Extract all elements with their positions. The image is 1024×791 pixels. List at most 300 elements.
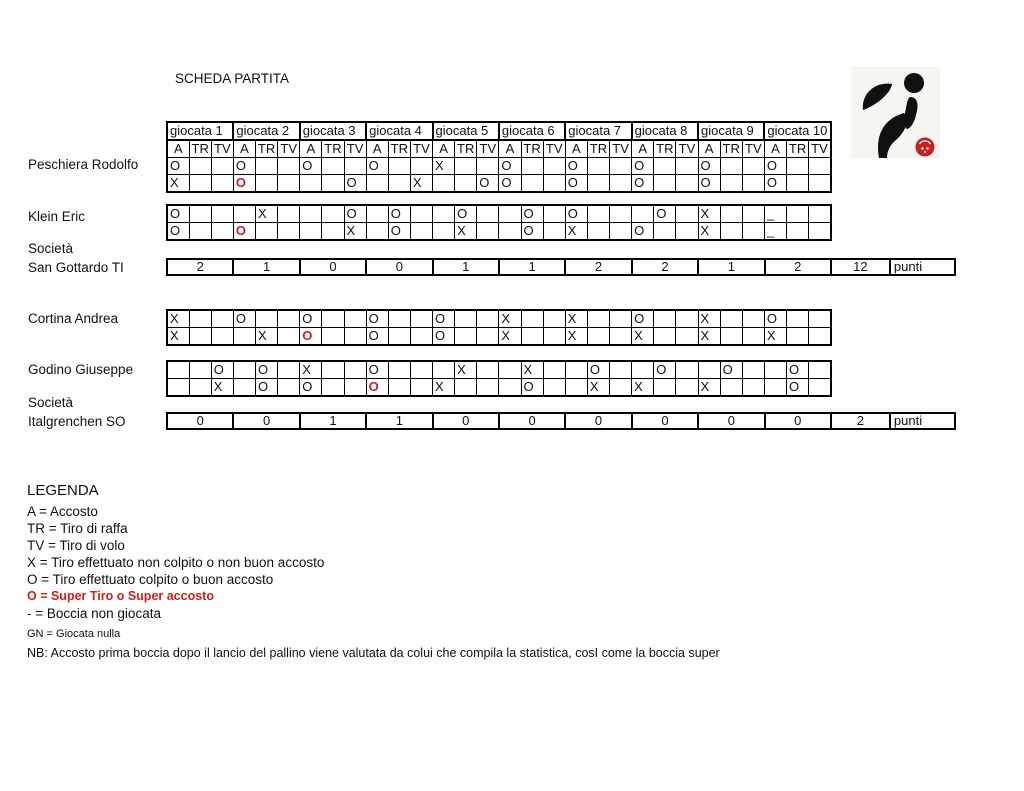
- giocata-header: giocata 2: [233, 122, 299, 140]
- shot-cell[interactable]: [610, 361, 632, 379]
- shot-cell[interactable]: [388, 361, 410, 379]
- giocata-header: giocata 3: [300, 122, 366, 140]
- shot-cell[interactable]: X: [499, 310, 521, 328]
- giocata-header: giocata 1: [167, 122, 233, 140]
- shot-cell[interactable]: O: [632, 175, 654, 193]
- shot-cell[interactable]: [211, 158, 233, 175]
- shot-cell[interactable]: [787, 205, 809, 223]
- shot-cell[interactable]: [654, 223, 676, 241]
- shot-cell[interactable]: O: [455, 205, 477, 223]
- shot-cell[interactable]: [256, 158, 278, 175]
- shot-cell[interactable]: [322, 158, 344, 175]
- shot-cell[interactable]: X: [167, 175, 189, 193]
- shot-cell[interactable]: [742, 223, 764, 241]
- shot-cell[interactable]: [410, 328, 432, 346]
- shot-cell[interactable]: [256, 175, 278, 193]
- shot-cell[interactable]: [278, 361, 300, 379]
- score-grid-player1: [166, 121, 832, 193]
- shot-cell[interactable]: [587, 205, 609, 223]
- shot-cell[interactable]: [322, 361, 344, 379]
- shot-cell[interactable]: [587, 175, 609, 193]
- shot-cell[interactable]: X: [698, 223, 720, 241]
- shot-cell[interactable]: [676, 328, 698, 346]
- points-cell[interactable]: 2: [167, 259, 233, 275]
- shot-cell[interactable]: [676, 175, 698, 193]
- shot-cell[interactable]: [809, 328, 831, 346]
- shot-cell[interactable]: [742, 361, 764, 379]
- shot-cell[interactable]: [499, 379, 521, 397]
- points-cell[interactable]: 2: [765, 259, 831, 275]
- shot-cell[interactable]: X: [587, 379, 609, 397]
- points-cell[interactable]: 0: [300, 259, 366, 275]
- legend-line-dash: - = Boccia non giocata: [27, 606, 161, 621]
- shot-cell[interactable]: O: [167, 158, 189, 175]
- shot-cell[interactable]: [720, 310, 742, 328]
- shot-cell[interactable]: X: [698, 328, 720, 346]
- shot-cell[interactable]: O: [300, 310, 322, 328]
- points-cell[interactable]: 1: [433, 259, 499, 275]
- shot-type-header: TV: [610, 140, 632, 158]
- shot-cell[interactable]: X: [565, 328, 587, 346]
- shot-cell[interactable]: [322, 328, 344, 346]
- shot-cell[interactable]: O: [521, 205, 543, 223]
- shot-cell[interactable]: [742, 379, 764, 397]
- shot-cell[interactable]: [278, 328, 300, 346]
- shot-cell[interactable]: [189, 361, 211, 379]
- shot-cell[interactable]: [654, 328, 676, 346]
- shot-cell[interactable]: X: [433, 379, 455, 397]
- shot-cell[interactable]: [787, 328, 809, 346]
- shot-cell[interactable]: O: [587, 361, 609, 379]
- shot-cell[interactable]: O: [256, 361, 278, 379]
- shot-cell[interactable]: O: [344, 205, 366, 223]
- shot-cell[interactable]: [278, 158, 300, 175]
- shot-cell[interactable]: O: [211, 361, 233, 379]
- shot-cell[interactable]: [366, 223, 388, 241]
- shot-cell[interactable]: X: [300, 361, 322, 379]
- shot-cell[interactable]: [455, 379, 477, 397]
- points-cell[interactable]: 1: [233, 259, 299, 275]
- shot-cell[interactable]: [809, 361, 831, 379]
- shot-cell[interactable]: [521, 158, 543, 175]
- shot-cell[interactable]: X: [344, 223, 366, 241]
- shot-cell[interactable]: [455, 175, 477, 193]
- shot-cell[interactable]: [278, 205, 300, 223]
- legend-line-gn: GN = Giocata nulla: [27, 628, 121, 640]
- shot-cell[interactable]: [477, 310, 499, 328]
- shot-cell[interactable]: [720, 328, 742, 346]
- shot-type-header: TR: [256, 140, 278, 158]
- shot-type-header: A: [300, 140, 322, 158]
- shot-cell[interactable]: [300, 223, 322, 241]
- shot-cell[interactable]: [787, 310, 809, 328]
- shot-cell[interactable]: O: [300, 379, 322, 397]
- shot-cell[interactable]: [610, 328, 632, 346]
- shot-cell[interactable]: [256, 310, 278, 328]
- shot-cell[interactable]: X: [256, 328, 278, 346]
- shot-cell[interactable]: [521, 175, 543, 193]
- shot-cell[interactable]: [410, 158, 432, 175]
- shot-cell[interactable]: O: [167, 223, 189, 241]
- shot-cell[interactable]: O: [366, 361, 388, 379]
- giocata-header: giocata 7: [565, 122, 631, 140]
- shot-cell[interactable]: _: [764, 223, 786, 241]
- shot-cell[interactable]: [189, 158, 211, 175]
- shot-cell[interactable]: [632, 361, 654, 379]
- shot-cell[interactable]: [189, 328, 211, 346]
- shot-cell[interactable]: [742, 158, 764, 175]
- shot-cell[interactable]: [455, 328, 477, 346]
- shot-cell[interactable]: [211, 328, 233, 346]
- shot-cell[interactable]: X: [698, 205, 720, 223]
- shot-cell[interactable]: [300, 175, 322, 193]
- shot-cell[interactable]: [742, 328, 764, 346]
- punti-label: punti: [890, 259, 955, 275]
- shot-cell[interactable]: [521, 310, 543, 328]
- shot-cell[interactable]: [720, 223, 742, 241]
- shot-cell[interactable]: O: [521, 223, 543, 241]
- shot-cell[interactable]: O: [632, 223, 654, 241]
- shot-cell[interactable]: [809, 158, 831, 175]
- shot-cell[interactable]: X: [499, 328, 521, 346]
- shot-cell[interactable]: [233, 361, 255, 379]
- shot-type-header: A: [632, 140, 654, 158]
- shot-cell[interactable]: [167, 379, 189, 397]
- shot-cell[interactable]: [610, 158, 632, 175]
- shot-cell[interactable]: [278, 379, 300, 397]
- shot-cell[interactable]: O: [764, 175, 786, 193]
- shot-cell[interactable]: X: [256, 205, 278, 223]
- shot-cell[interactable]: [676, 223, 698, 241]
- shot-cell[interactable]: [211, 175, 233, 193]
- shot-type-header: TV: [344, 140, 366, 158]
- shot-cell[interactable]: X: [521, 361, 543, 379]
- points-cell[interactable]: 0: [632, 413, 698, 429]
- shot-cell[interactable]: [278, 175, 300, 193]
- shot-cell[interactable]: [543, 158, 565, 175]
- shot-cell[interactable]: X: [410, 175, 432, 193]
- shot-cell[interactable]: [433, 361, 455, 379]
- shot-cell[interactable]: [654, 175, 676, 193]
- shot-cell[interactable]: O: [300, 328, 322, 346]
- shot-cell[interactable]: X: [698, 379, 720, 397]
- shot-cell[interactable]: O: [233, 175, 255, 193]
- shot-cell[interactable]: [587, 158, 609, 175]
- shot-cell[interactable]: O: [499, 158, 521, 175]
- shot-cell[interactable]: [278, 310, 300, 328]
- shot-cell[interactable]: [455, 158, 477, 175]
- score-grid-player3: [166, 309, 832, 346]
- points-cell[interactable]: 0: [366, 259, 432, 275]
- shot-cell[interactable]: [366, 175, 388, 193]
- shot-cell[interactable]: O: [366, 158, 388, 175]
- shot-cell[interactable]: [189, 205, 211, 223]
- shot-cell[interactable]: [410, 310, 432, 328]
- shot-type-header: TR: [587, 140, 609, 158]
- shot-cell[interactable]: O: [366, 379, 388, 397]
- shot-cell[interactable]: X: [565, 223, 587, 241]
- shot-cell[interactable]: X: [698, 310, 720, 328]
- shot-cell[interactable]: [632, 205, 654, 223]
- points-cell[interactable]: 2: [565, 259, 631, 275]
- shot-cell[interactable]: [809, 175, 831, 193]
- shot-cell[interactable]: [720, 379, 742, 397]
- punti-label: punti: [890, 413, 955, 429]
- shot-cell[interactable]: [388, 328, 410, 346]
- shot-type-header: A: [698, 140, 720, 158]
- shot-cell[interactable]: O: [565, 158, 587, 175]
- legend-line-o: O = Tiro effettuato colpito o buon accosto: [27, 572, 274, 587]
- legend-line-x: X = Tiro effettuato non colpito o non buon accosto: [27, 555, 325, 570]
- shot-cell[interactable]: X: [632, 379, 654, 397]
- shot-cell[interactable]: O: [344, 175, 366, 193]
- shot-cell[interactable]: [654, 379, 676, 397]
- shot-cell[interactable]: [587, 328, 609, 346]
- shot-cell[interactable]: [278, 223, 300, 241]
- shot-cell[interactable]: [587, 223, 609, 241]
- shot-cell[interactable]: [809, 223, 831, 241]
- shot-cell[interactable]: [344, 310, 366, 328]
- shot-cell[interactable]: O: [388, 223, 410, 241]
- shot-cell[interactable]: [410, 205, 432, 223]
- shot-cell[interactable]: [410, 379, 432, 397]
- shot-cell[interactable]: X: [167, 310, 189, 328]
- legend-heading: LEGENDA: [27, 482, 99, 499]
- points-row-team1: [166, 258, 956, 276]
- shot-cell[interactable]: [676, 158, 698, 175]
- shot-cell[interactable]: [233, 379, 255, 397]
- shot-cell[interactable]: [388, 379, 410, 397]
- shot-cell[interactable]: [410, 361, 432, 379]
- shot-cell[interactable]: [499, 205, 521, 223]
- shot-cell[interactable]: [587, 310, 609, 328]
- shot-cell[interactable]: O: [256, 379, 278, 397]
- shot-cell[interactable]: [477, 158, 499, 175]
- giocata-header: giocata 10: [764, 122, 830, 140]
- shot-cell[interactable]: [787, 175, 809, 193]
- shot-cell[interactable]: X: [433, 158, 455, 175]
- shot-type-header: TR: [720, 140, 742, 158]
- shot-cell[interactable]: O: [787, 379, 809, 397]
- shot-cell[interactable]: [543, 328, 565, 346]
- shot-cell[interactable]: [565, 379, 587, 397]
- shot-cell[interactable]: [809, 205, 831, 223]
- shot-cell[interactable]: X: [632, 328, 654, 346]
- shot-cell[interactable]: O: [787, 361, 809, 379]
- shot-type-header: TV: [809, 140, 831, 158]
- shot-cell[interactable]: [256, 223, 278, 241]
- shot-cell[interactable]: O: [521, 379, 543, 397]
- score-grid-player4: [166, 360, 832, 397]
- shot-cell[interactable]: O: [233, 223, 255, 241]
- points-cell[interactable]: 0: [698, 413, 764, 429]
- shot-cell[interactable]: O: [698, 158, 720, 175]
- shot-cell[interactable]: [543, 223, 565, 241]
- player-name-2: Klein Eric: [28, 209, 86, 224]
- shot-cell[interactable]: [742, 175, 764, 193]
- player-name-1: Peschiera Rodolfo: [28, 157, 139, 172]
- shot-cell[interactable]: [543, 205, 565, 223]
- shot-cell[interactable]: [787, 158, 809, 175]
- shot-cell[interactable]: X: [764, 328, 786, 346]
- society-label-1: Società: [28, 241, 74, 256]
- shot-cell[interactable]: [477, 361, 499, 379]
- shot-cell[interactable]: O: [764, 310, 786, 328]
- society-label-2: Società: [28, 395, 74, 410]
- shot-cell[interactable]: O: [233, 310, 255, 328]
- shot-cell[interactable]: O: [632, 310, 654, 328]
- shot-cell[interactable]: [543, 379, 565, 397]
- shot-cell[interactable]: [211, 223, 233, 241]
- shot-cell[interactable]: O: [654, 361, 676, 379]
- shot-cell[interactable]: [477, 223, 499, 241]
- shot-cell[interactable]: [654, 310, 676, 328]
- shot-cell[interactable]: [543, 310, 565, 328]
- shot-cell[interactable]: [366, 205, 388, 223]
- shot-cell[interactable]: [322, 223, 344, 241]
- shot-cell[interactable]: [233, 328, 255, 346]
- shot-cell[interactable]: [433, 223, 455, 241]
- shot-cell[interactable]: [742, 205, 764, 223]
- shot-cell[interactable]: [322, 175, 344, 193]
- shot-cell[interactable]: X: [455, 361, 477, 379]
- shot-cell[interactable]: [610, 379, 632, 397]
- shot-cell[interactable]: O: [366, 328, 388, 346]
- shot-cell[interactable]: [676, 310, 698, 328]
- shot-cell[interactable]: O: [565, 175, 587, 193]
- shot-cell[interactable]: [543, 361, 565, 379]
- shot-cell[interactable]: [809, 379, 831, 397]
- points-cell[interactable]: 2: [632, 259, 698, 275]
- shot-cell[interactable]: O: [233, 158, 255, 175]
- shot-cell[interactable]: [654, 158, 676, 175]
- shot-type-header: TR: [322, 140, 344, 158]
- shot-cell[interactable]: [676, 205, 698, 223]
- shot-type-header: TV: [742, 140, 764, 158]
- points-cell[interactable]: 1: [698, 259, 764, 275]
- shot-cell[interactable]: [477, 205, 499, 223]
- shot-cell[interactable]: [610, 205, 632, 223]
- shot-cell[interactable]: [610, 310, 632, 328]
- shot-cell[interactable]: [189, 223, 211, 241]
- shot-cell[interactable]: O: [632, 158, 654, 175]
- shot-cell[interactable]: O: [499, 175, 521, 193]
- shot-cell[interactable]: [189, 310, 211, 328]
- shot-cell[interactable]: X: [565, 310, 587, 328]
- shot-cell[interactable]: [521, 328, 543, 346]
- shot-cell[interactable]: [167, 361, 189, 379]
- shot-cell[interactable]: [477, 328, 499, 346]
- shot-cell[interactable]: [189, 175, 211, 193]
- shot-cell[interactable]: [787, 223, 809, 241]
- points-cell[interactable]: 0: [433, 413, 499, 429]
- player-name-3: Cortina Andrea: [28, 311, 119, 326]
- shot-cell[interactable]: [698, 361, 720, 379]
- shot-cell[interactable]: [388, 310, 410, 328]
- shot-cell[interactable]: [720, 175, 742, 193]
- points-cell[interactable]: 1: [499, 259, 565, 275]
- points-cell[interactable]: 0: [233, 413, 299, 429]
- shot-type-header: A: [764, 140, 786, 158]
- shot-cell[interactable]: X: [167, 328, 189, 346]
- shot-cell[interactable]: [189, 379, 211, 397]
- shot-type-header: A: [233, 140, 255, 158]
- shot-cell[interactable]: [322, 310, 344, 328]
- shot-cell[interactable]: [211, 205, 233, 223]
- shot-cell[interactable]: _: [764, 205, 786, 223]
- shot-cell[interactable]: [322, 205, 344, 223]
- points-cell[interactable]: 0: [565, 413, 631, 429]
- bocce-player-icon: [851, 67, 940, 158]
- shot-cell[interactable]: O: [477, 175, 499, 193]
- giocata-header: giocata 8: [632, 122, 698, 140]
- shot-cell[interactable]: [499, 223, 521, 241]
- shot-cell[interactable]: X: [211, 379, 233, 397]
- shot-cell[interactable]: [344, 379, 366, 397]
- points-cell[interactable]: 0: [167, 413, 233, 429]
- shot-cell[interactable]: [543, 175, 565, 193]
- shot-cell[interactable]: O: [565, 205, 587, 223]
- shot-cell[interactable]: [720, 205, 742, 223]
- shot-cell[interactable]: O: [433, 328, 455, 346]
- shot-cell[interactable]: [233, 205, 255, 223]
- shot-cell[interactable]: O: [720, 361, 742, 379]
- shot-cell[interactable]: [388, 175, 410, 193]
- shot-cell[interactable]: O: [167, 205, 189, 223]
- shot-cell[interactable]: [300, 205, 322, 223]
- legend-line-tiro-raffa: TR = Tiro di raffa: [27, 521, 128, 536]
- shot-cell[interactable]: [499, 361, 521, 379]
- shot-cell[interactable]: [720, 158, 742, 175]
- shot-cell[interactable]: [764, 361, 786, 379]
- shot-cell[interactable]: [344, 328, 366, 346]
- society-name-1: San Gottardo TI: [28, 260, 124, 275]
- shot-cell[interactable]: [344, 361, 366, 379]
- shot-cell[interactable]: O: [300, 158, 322, 175]
- shot-cell[interactable]: [344, 158, 366, 175]
- shot-cell[interactable]: O: [698, 175, 720, 193]
- shot-cell[interactable]: [388, 158, 410, 175]
- shot-cell[interactable]: O: [388, 205, 410, 223]
- shot-cell[interactable]: [676, 379, 698, 397]
- points-cell[interactable]: 1: [300, 413, 366, 429]
- points-cell[interactable]: 1: [366, 413, 432, 429]
- shot-cell[interactable]: [742, 310, 764, 328]
- shot-cell[interactable]: O: [366, 310, 388, 328]
- shot-cell[interactable]: [610, 175, 632, 193]
- shot-type-header: TR: [787, 140, 809, 158]
- points-cell[interactable]: 0: [499, 413, 565, 429]
- shot-cell[interactable]: [455, 310, 477, 328]
- shot-cell[interactable]: [809, 310, 831, 328]
- shot-cell[interactable]: O: [433, 310, 455, 328]
- shot-cell[interactable]: O: [764, 158, 786, 175]
- shot-cell[interactable]: O: [654, 205, 676, 223]
- points-cell[interactable]: 0: [765, 413, 831, 429]
- shot-cell[interactable]: [565, 361, 587, 379]
- shot-type-header: A: [366, 140, 388, 158]
- shot-cell[interactable]: [610, 223, 632, 241]
- shot-cell[interactable]: [676, 361, 698, 379]
- shot-cell[interactable]: X: [455, 223, 477, 241]
- shot-cell[interactable]: [477, 379, 499, 397]
- shot-cell[interactable]: [433, 205, 455, 223]
- shot-cell[interactable]: [211, 310, 233, 328]
- shot-cell[interactable]: [322, 379, 344, 397]
- shot-cell[interactable]: [764, 379, 786, 397]
- shot-cell[interactable]: [410, 223, 432, 241]
- shot-cell[interactable]: [433, 175, 455, 193]
